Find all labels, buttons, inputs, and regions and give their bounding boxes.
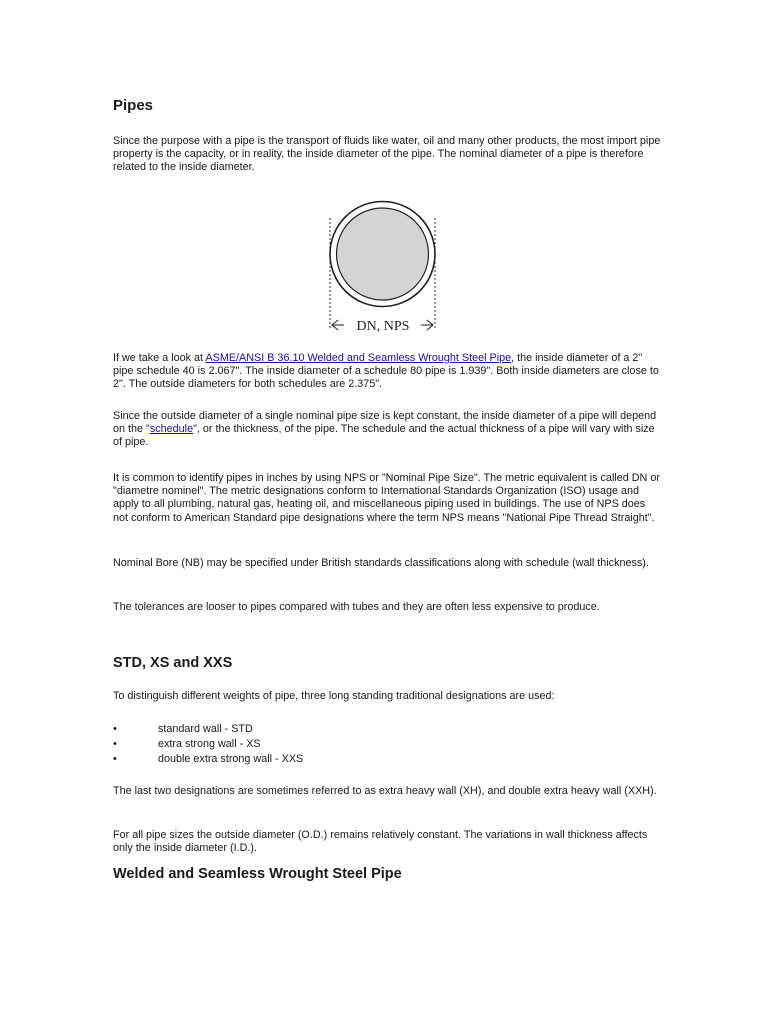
list-item — [113, 722, 663, 737]
paragraph-nominal-bore: Nominal Bore (NB) may be specified under British standards classifications along with schedule (wall thickness). — [113, 557, 649, 569]
bullet-icon: • — [113, 723, 117, 735]
designation-list — [113, 722, 663, 767]
bullet-icon: • — [113, 753, 117, 765]
list-item-text: double extra strong wall - XXS — [158, 753, 304, 765]
list-item — [113, 737, 663, 752]
schedule-link[interactable]: schedule — [149, 423, 194, 436]
paragraph-tolerances: The tolerances are looser to pipes compared with tubes and they are often less expensive to produce. — [113, 601, 600, 613]
section-heading-welded: Welded and Seamless Wrought Steel Pipe — [113, 866, 402, 882]
paragraph-extra-heavy: The last two designations are sometimes referred to as extra heavy wall (XH), and double extra heavy wall (XXH). — [113, 785, 657, 797]
paragraph-schedule — [113, 410, 663, 450]
asme-standard-link[interactable]: ASME/ANSI B 36.10 Welded and Seamless Wrought Steel Pipe — [205, 352, 512, 364]
list-item — [113, 752, 663, 767]
paragraph-designations: To distinguish different weights of pipe, three long standing traditional designations are used: — [113, 690, 555, 702]
list-item-text: standard wall - STD — [158, 723, 253, 735]
paragraph-text: Since the outside diameter of a single nominal pipe size is kept constant, the inside diameter of a pipe will depend on the " — [113, 410, 657, 436]
list-item-text: extra strong wall - XS — [158, 738, 261, 750]
paragraph-text: If we take a look at — [113, 352, 206, 364]
pipe-cross-section-figure — [318, 188, 448, 338]
page-title: Pipes — [113, 97, 154, 114]
bullet-icon: • — [113, 738, 117, 750]
section-heading-std: STD, XS and XXS — [113, 655, 233, 671]
figure-label: DN, NPS — [356, 319, 410, 334]
intro-paragraph: Since the purpose with a pipe is the transport of fluids like water, oil and many other products, the most import pipe property is the capacity, or in reality, the inside diameter of the pipe. The nominal diameter of a pipe is therefore related to the inside diameter. — [113, 135, 661, 174]
paragraph-nps: It is common to identify pipes in inches by using NPS or "Nominal Pipe Size". The metric equivalent is called DN or "diametre nominel". The metric designations conform to International Standards Organization (ISO) usage and apply to all plumbing, natural gas, heating oil, and miscellaneous piping used in buildings. The use of NPS does not conform to American Standard pipe designations where the term NPS means "National Pipe Thread Straight". — [113, 472, 660, 524]
paragraph-asme — [113, 352, 663, 392]
paragraph-text: ", or the thickness, of the pipe. The schedule and the actual thickness of a pipe will vary with size of pipe. — [113, 423, 655, 449]
paragraph-outside-diameter: For all pipe sizes the outside diameter (O.D.) remains relatively constant. The variations in wall thickness affects only the inside diameter (I.D.). — [113, 829, 648, 855]
paragraph-text: , the inside diameter of a 2" pipe schedule 40 is 2.067". The inside diameter of a schedule 80 pipe is 1.939". Both inside diameters are close to 2". The outside diameters for both schedules are 2.375". — [113, 352, 659, 391]
